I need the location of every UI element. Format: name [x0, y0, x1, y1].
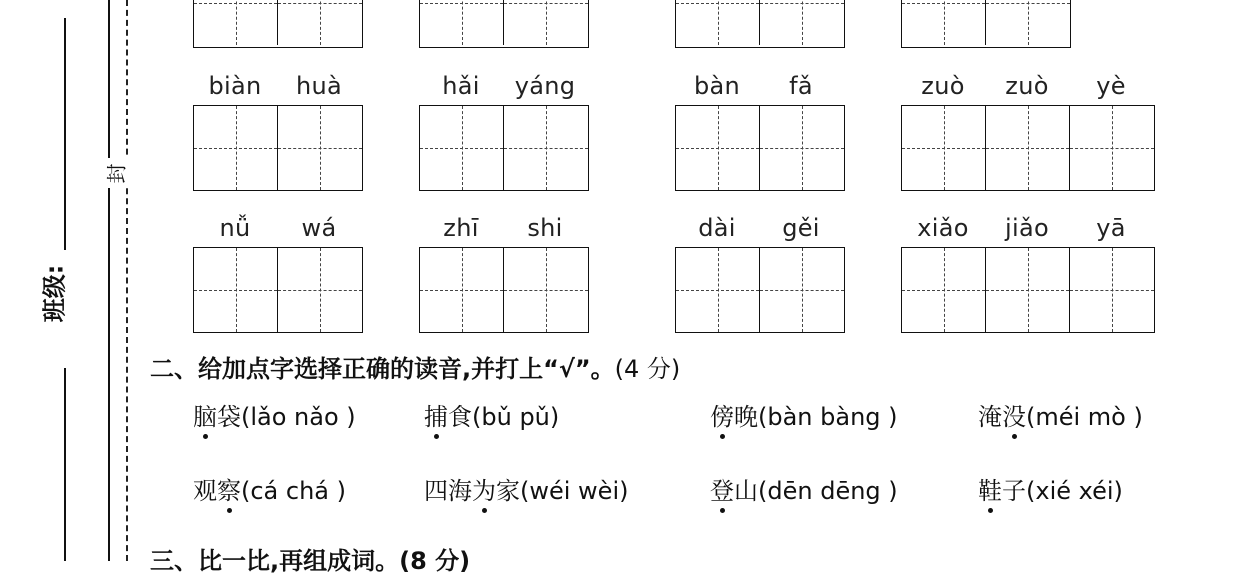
reading-item[interactable]: 观察(cá chá ) — [193, 477, 346, 505]
dotted-char: 察 — [217, 477, 241, 505]
writing-boxes — [901, 0, 1071, 48]
writing-cell[interactable] — [194, 248, 278, 332]
dotted-char: 鞋 — [978, 477, 1002, 505]
writing-cell[interactable] — [676, 248, 760, 332]
pinyin-syllable: yè — [1096, 72, 1126, 100]
reading-options[interactable]: (xié xéi) — [1026, 477, 1123, 505]
dotted-char: 捕 — [424, 403, 448, 431]
writing-cell — [760, 0, 844, 45]
pinyin-syllable: fǎ — [789, 72, 813, 100]
binding-line — [108, 0, 110, 561]
margin-line-bottom — [64, 368, 66, 561]
pinyin-syllable: nǚ — [219, 214, 251, 242]
writing-boxes[interactable] — [675, 247, 845, 333]
writing-cell[interactable] — [504, 248, 588, 332]
section-heading: 二、给加点字选择正确的读音,并打上“√”。(4 分) — [150, 355, 681, 383]
pinyin-syllable: huà — [295, 72, 343, 100]
reading-options[interactable]: (wéi wèi) — [520, 477, 629, 505]
reading-options[interactable]: (cá chá ) — [241, 477, 346, 505]
writing-cell — [676, 0, 760, 45]
dotted-char: 登 — [710, 477, 734, 505]
reading-item[interactable]: 傍晚(bàn bàng ) — [710, 403, 898, 431]
writing-cell — [278, 0, 362, 45]
reading-options[interactable]: (bǔ pǔ) — [472, 403, 560, 431]
pinyin-syllable: gěi — [782, 214, 820, 242]
writing-cell[interactable] — [420, 106, 504, 190]
writing-boxes[interactable] — [675, 105, 845, 191]
writing-cell[interactable] — [420, 248, 504, 332]
writing-boxes[interactable] — [193, 105, 363, 191]
pinyin-syllable: hǎi — [442, 72, 480, 100]
writing-boxes[interactable] — [901, 247, 1155, 333]
writing-cell[interactable] — [760, 106, 844, 190]
section-score: (4 分) — [614, 355, 681, 383]
dotted-char: 傍 — [710, 403, 734, 431]
writing-cell[interactable] — [504, 106, 588, 190]
reading-options[interactable]: (dēn dēng ) — [758, 477, 898, 505]
reading-item[interactable]: 四海为家(wéi wèi) — [424, 477, 629, 505]
writing-boxes — [675, 0, 845, 48]
tear-line — [126, 0, 128, 561]
margin-line-top — [64, 18, 66, 250]
reading-options[interactable]: (bàn bàng ) — [758, 403, 898, 431]
pinyin-syllable: zuò — [1005, 72, 1049, 100]
writing-cell[interactable] — [676, 106, 760, 190]
pinyin-syllable: yáng — [514, 72, 576, 100]
writing-cell[interactable] — [986, 248, 1070, 332]
class-label: 班级: — [40, 264, 69, 322]
pinyin-syllable: bàn — [693, 72, 741, 100]
pinyin-syllable: zuò — [921, 72, 965, 100]
seal-mark: 封 — [100, 158, 130, 188]
reading-options[interactable]: (lǎo nǎo ) — [241, 403, 356, 431]
writing-boxes — [419, 0, 589, 48]
pinyin-syllable: xiǎo — [917, 214, 969, 242]
writing-boxes[interactable] — [419, 105, 589, 191]
writing-cell[interactable] — [902, 248, 986, 332]
writing-cell[interactable] — [1070, 248, 1154, 332]
writing-boxes[interactable] — [901, 105, 1155, 191]
writing-cell[interactable] — [986, 106, 1070, 190]
writing-cell[interactable] — [278, 248, 362, 332]
dotted-char: 脑 — [193, 403, 217, 431]
pinyin-syllable: jiǎo — [1005, 214, 1049, 242]
dotted-char: 没 — [1002, 403, 1026, 431]
writing-cell — [902, 0, 986, 45]
reading-item[interactable]: 脑袋(lǎo nǎo ) — [193, 403, 356, 431]
writing-cell[interactable] — [1070, 106, 1154, 190]
writing-cell[interactable] — [902, 106, 986, 190]
writing-cell[interactable] — [194, 106, 278, 190]
pinyin-syllable: yā — [1096, 214, 1126, 242]
section-heading: 三、比一比,再组成词。(8 分) — [150, 547, 471, 575]
reading-item[interactable]: 淹没(méi mò ) — [978, 403, 1143, 431]
pinyin-syllable: zhī — [443, 214, 479, 242]
writing-cell — [986, 0, 1070, 45]
writing-cell — [504, 0, 588, 45]
reading-item[interactable]: 捕食(bǔ pǔ) — [424, 403, 560, 431]
writing-cell — [420, 0, 504, 45]
reading-item[interactable]: 鞋子(xié xéi) — [978, 477, 1123, 505]
reading-item[interactable]: 登山(dēn dēng ) — [710, 477, 898, 505]
writing-boxes[interactable] — [419, 247, 589, 333]
pinyin-syllable: wá — [301, 214, 337, 242]
pinyin-syllable: biàn — [208, 72, 262, 100]
writing-boxes[interactable] — [193, 247, 363, 333]
writing-cell — [194, 0, 278, 45]
writing-cell[interactable] — [278, 106, 362, 190]
pinyin-syllable: shi — [527, 214, 563, 242]
dotted-char: 为 — [472, 477, 496, 505]
writing-cell[interactable] — [760, 248, 844, 332]
reading-options[interactable]: (méi mò ) — [1026, 403, 1143, 431]
writing-boxes — [193, 0, 363, 48]
pinyin-syllable: dài — [698, 214, 736, 242]
